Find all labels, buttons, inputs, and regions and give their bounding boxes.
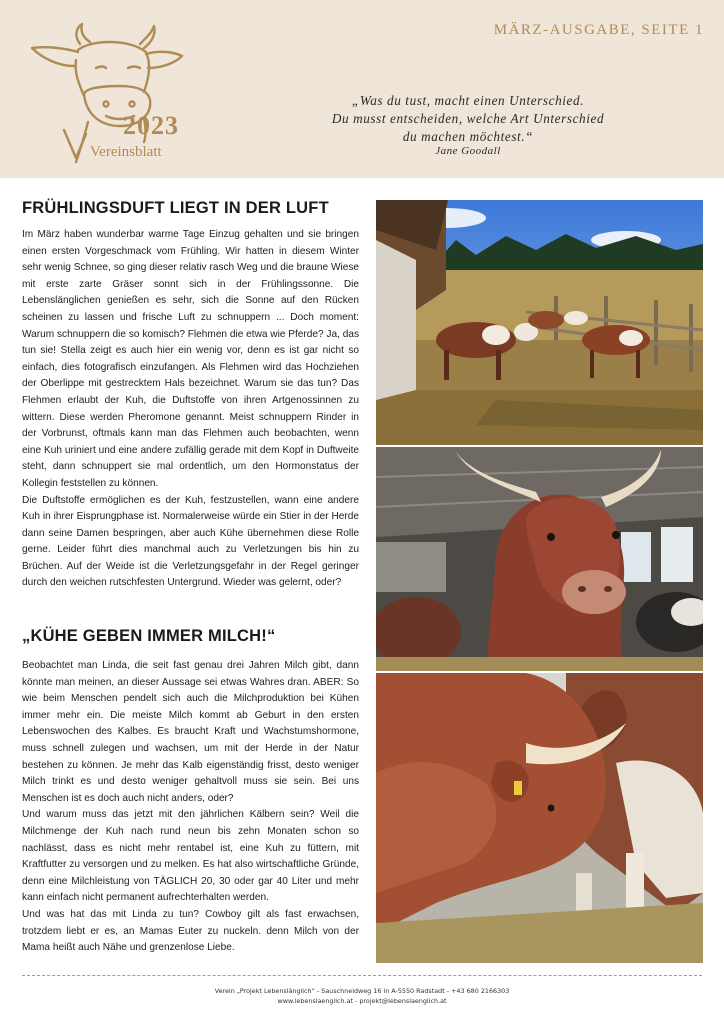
cow-with-calf-closeup-photo xyxy=(376,673,703,963)
footer-contact: www.lebenslaenglich.at - projekt@lebenslaenglich.at xyxy=(277,997,447,1005)
page-header xyxy=(0,0,724,178)
article-paragraph: Beobachtet man Linda, die seit fast genau drei Jahren Milch gibt, dann könnte man meinen, an dieser Aussage sei etwas Wahres dran. ABER: So wie beim Menschen pendelt sich auch die Milchproduktion bei Kühen immer mehr ein. Die meiste Milch kommt ab Geburt in den ersten Lebenswochen des Kalbes. Es braucht Kraft und Wachstumshormone, muss schnell zulegen und wachsen, um mit der Herde in der Natur bestehen zu können. Je mehr das Kalb eigenständig frisst, desto weniger Milch trinkt es und desto weniger gehaltvoll muss sie sein. Bei uns Menschen ist es doch auch nicht anders, oder? xyxy=(22,660,359,804)
article-paragraph: Und was hat das mit Linda zu tun? Cowboy gilt als fast erwachsen, trotzdem liebt er es, an Mamas Euter zu nuckeln. denn Milch von der Mama heißt auch Nähe und grenzenlose Liebe. xyxy=(22,908,359,954)
horned-cow-in-barn-photo xyxy=(376,447,703,671)
article-paragraph: Im März haben wunderbar warme Tage Einzug gehalten und sie bringen einen ersten Vorgeschmack vom Frühling. Wir hatten in diesem Winter sehr wenig Schnee, so ging dieser relativ rasch Weg und die braune Wiese mit erste zarte Gräser sonnt sich in der Frühlingssonne. Die Lebenslänglichen genießen es sehr, sich die Sonne auf den Rücken scheinen zu lassen und frische Luft zu schnuppern ... Doch moment: Warum schnuppern die so komisch? Flehmen die etwa wie Pferde? Ja, das tun sie! Stella zeigt es auch hier ein wenig vor, denn es ist gar nicht so einfach, dies fotografisch einzufangen. Als Flehmen wird das Hochziehen der Oberlippe mit gestrecktem Hals bezeichnet. Warum sie das tun? Das Flehmen erlaubt der Kuh, die Duftstoffe von ihren Artgenossinnen zu wittern. Diese werden Pheromone genannt. Meist schnuppern Rinder in der Vorbrunst, oftmals kann man das Flehmen auch beobachten, wenn eine Kuh uriniert und eine andere zufällig gerade mit dem Kopf in Duftweite steht, dann schnuppert sie mal ordentlich, um den Hormonstatus der Kollegin feststellen zu können. xyxy=(22,229,359,489)
article-kuehe-milch xyxy=(22,627,359,957)
cow-logo xyxy=(28,22,198,167)
issue-label: MÄRZ-AUSGABE, SEITE 1 xyxy=(493,22,704,38)
quote-line: du machen möchtest.“ xyxy=(402,129,534,144)
logo-text: Vereinsblatt xyxy=(90,144,162,160)
quote xyxy=(268,92,668,146)
footer-address: Verein „Projekt Lebenslänglich“ - Sauschneidweg 16 in A-5550 Radstadt - +43 680 2166303 xyxy=(214,987,510,995)
article-paragraph: Die Duftstoffe ermöglichen es der Kuh, festzustellen, wann eine andere Kuh in ihrer Eisprungphase ist. Normalerweise würde ein Stier in der Herde dann seine Damen bespringen, aber auch Kühe übernehmen diese Rolle gerne. Leider führt dies manchmal auch zu Verletzungen bis hin zu Brüchen. Auf der Weide ist die Verletzungsgefahr in der Regel geringer durch den weichen rutschfesten Untergrund. Wieder was gelernt, oder? xyxy=(22,494,359,589)
footer-divider xyxy=(22,975,702,976)
quote-author: Jane Goodall xyxy=(435,145,501,157)
page-footer xyxy=(0,986,724,1006)
article-body xyxy=(22,227,359,592)
article-paragraph: Und warum muss das jetzt mit den jährlichen Kälbern sein? Weil die Milchmenge der Kuh nach rund neun bis zehn Monaten schon so nachlässt, dass es nicht mehr rentabel ist, eine Kuh zu füttern, mit Kraftfutter zu versorgen und zu melken. Es hat also wirtschaftliche Gründe, denn eine Milchleistung von TÄGLICH 20, 30 oder gar 40 Liter und mehr kann einfach nicht permanent aufrechterhalten werden. xyxy=(22,809,359,904)
article-title: „KÜHE GEBEN IMMER MILCH!“ xyxy=(22,627,276,645)
article-fruehlingsduft xyxy=(22,199,359,592)
logo-year: 2023 xyxy=(123,111,179,140)
quote-line: „Was du tust, macht einen Unterschied. xyxy=(351,93,585,108)
quote-line: Du musst entscheiden, welche Art Unterschied xyxy=(331,111,605,126)
article-title: FRÜHLINGSDUFT LIEGT IN DER LUFT xyxy=(22,199,329,217)
cows-in-paddock-photo xyxy=(376,200,703,445)
article-body xyxy=(22,658,359,957)
